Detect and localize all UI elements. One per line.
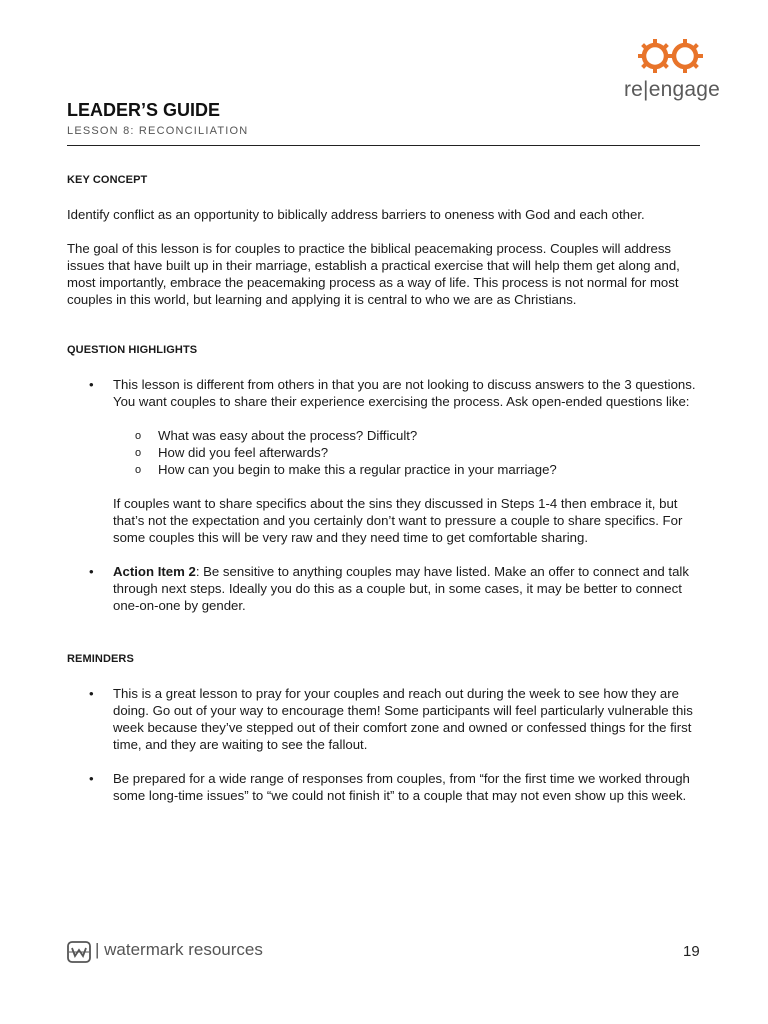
sub-question-list bbox=[113, 427, 701, 478]
footer-brand-text: | watermark resources bbox=[95, 940, 263, 959]
list-item bbox=[67, 770, 701, 804]
reengage-logo bbox=[618, 36, 726, 106]
header-divider bbox=[67, 145, 700, 146]
sub-list-item: o What was easy about the process? Difficult? bbox=[135, 428, 418, 443]
sub-list-item: o How can you begin to make this a regular practice in your marriage? bbox=[135, 462, 557, 477]
action-item-label: Action Item 2 bbox=[113, 564, 196, 579]
key-concept-heading: KEY CONCEPT bbox=[67, 174, 148, 186]
bullet-icon: • bbox=[89, 686, 94, 701]
circle-bullet-icon: o bbox=[135, 447, 142, 459]
reminders-heading: REMINDERS bbox=[67, 653, 134, 665]
bullet-icon: • bbox=[89, 377, 94, 392]
sub-list-item: o How did you feel afterwards? bbox=[135, 445, 329, 460]
lesson-subtitle: LESSON 8: RECONCILIATION bbox=[67, 125, 249, 137]
list-item bbox=[67, 376, 701, 546]
circle-bullet-icon: o bbox=[135, 464, 142, 476]
reminder-text: This is a great lesson to pray for your couples and reach out during the week to see how they are doing. Go out of your way to encourage them! Some participants will feel particularly vulnerable this week because they’ve stepped out of their comfort zone and owned or confessed things for the first time, and they are waiting to see the fallout. bbox=[113, 686, 693, 752]
action-item-text: Action Item 2: Be sensitive to anything couples may have listed. Make an offer to connect and talk through next steps. Ideally you do this as a couple but, in some cases, it may be better to connect one-on-one by gender. bbox=[113, 564, 689, 613]
page-title: LEADER’S GUIDE bbox=[67, 100, 221, 120]
question-highlights-heading: QUESTION HIGHLIGHTS bbox=[67, 344, 198, 356]
question-highlights-list bbox=[67, 376, 701, 614]
circle-bullet-icon: o bbox=[135, 430, 142, 442]
bullet-icon: • bbox=[89, 771, 94, 786]
key-concept-body: The goal of this lesson is for couples to practice the biblical peacemaking process. Couples will address issues that have built up in their marriage, establish a practical exercise that will help them get along and, most importantly, embrace the peacemaking process as a way of life. This process is not normal for most couples in this world, but learning and applying it is central to who we are as Christians. bbox=[67, 241, 680, 307]
bullet-text: This lesson is different from others in that you are not looking to discuss answers to the 3 questions. You want couples to share their experience exercising the process. Ask open-ended questions like: bbox=[113, 377, 696, 409]
bullet-followup-text: If couples want to share specifics about the sins they discussed in Steps 1-4 then embrace it, but that’s not the expectation and you certainly don’t want to pressure a couple to share specifics. For some couples this will be very raw and they need time to get comfortable sharing. bbox=[113, 496, 683, 545]
bullet-icon: • bbox=[89, 564, 94, 579]
reminders-list bbox=[67, 685, 701, 804]
reminder-text: Be prepared for a wide range of responses from couples, from “for the first time we worked through some long-time issues” to “we could not finish it” to a couple that may not even show up this week. bbox=[113, 771, 690, 803]
key-concept-intro: Identify conflict as an opportunity to biblically address barriers to oneness with God and each other. bbox=[67, 207, 645, 222]
page-number: 19 bbox=[683, 943, 700, 960]
watermark-w-icon bbox=[67, 940, 91, 964]
logo-brand-text: re|engage bbox=[623, 78, 720, 101]
linked-rings-logo-icon bbox=[638, 36, 706, 76]
document-body bbox=[67, 172, 701, 804]
list-item bbox=[67, 563, 701, 614]
list-item bbox=[67, 685, 701, 753]
